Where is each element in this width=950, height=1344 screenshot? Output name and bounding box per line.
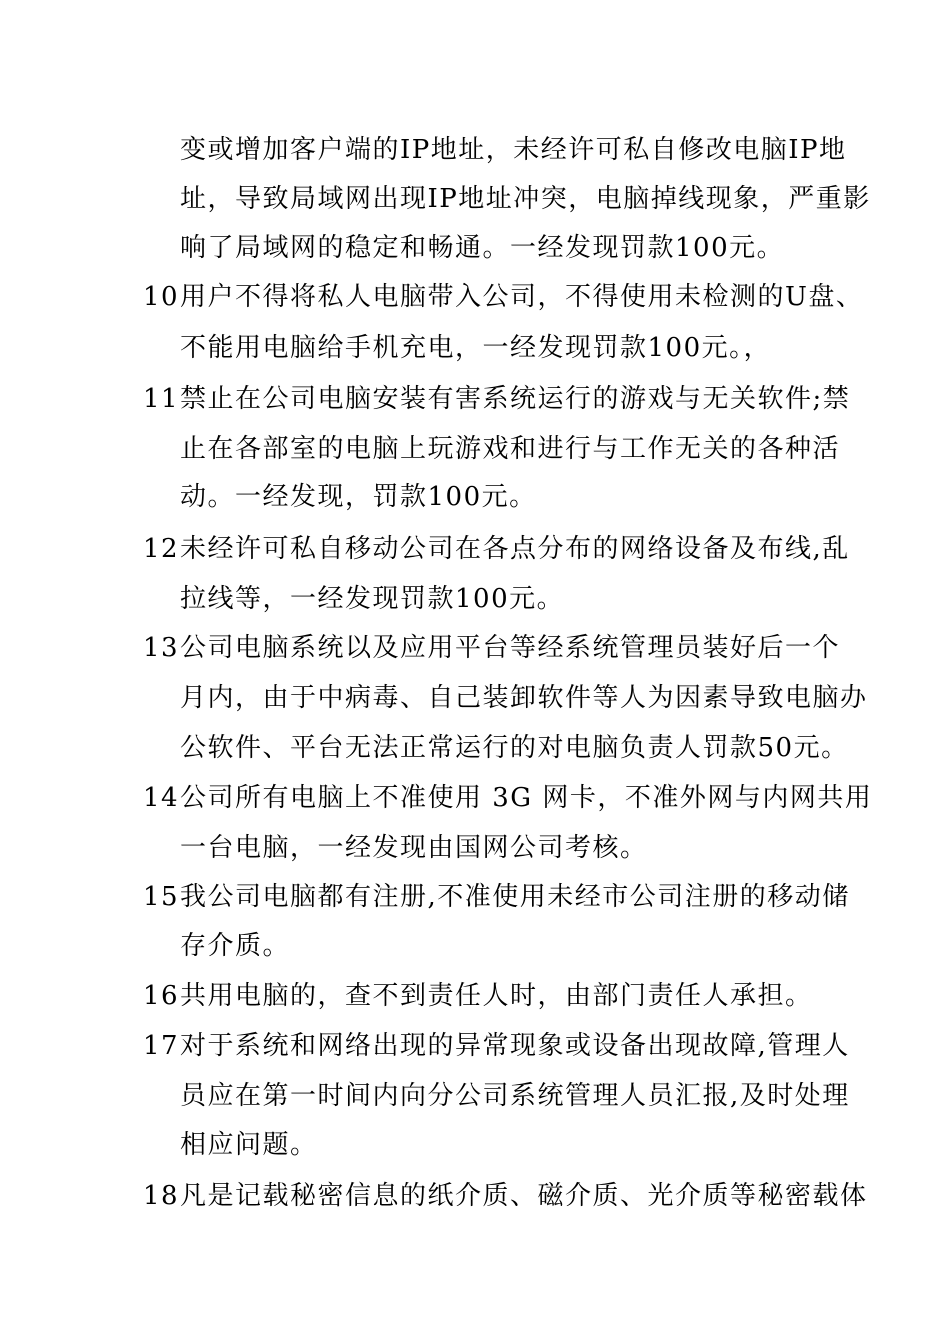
- line-text: 动。一经发现，罚款100元。: [180, 482, 537, 512]
- clause-number: 16: [143, 981, 180, 1011]
- clause-number: 11: [143, 384, 180, 414]
- line-text: 响了局域网的稳定和畅通。一经发现罚款100元。: [180, 233, 785, 263]
- line-text: 凡是记载秘密信息的纸介质、磁介质、光介质等秘密载体: [180, 1181, 868, 1211]
- line-text: 未经许可私自移动公司在各点分布的网络设备及布线,乱: [180, 534, 850, 564]
- line-text: 止在各部室的电脑上玩游戏和进行与工作无关的各种活: [180, 434, 841, 464]
- clause-number: 13: [143, 633, 180, 663]
- clause-number: 12: [143, 534, 180, 564]
- clause-number: 18: [143, 1181, 180, 1211]
- clause-number: 14: [143, 783, 180, 813]
- line-text: 共用电脑的，查不到责任人时，由部门责任人承担。: [180, 981, 813, 1011]
- clause-number: 15: [143, 882, 180, 912]
- clause-number: 17: [143, 1031, 180, 1061]
- line-text: 我公司电脑都有注册,不准使用未经市公司注册的移动储: [180, 882, 850, 912]
- line-text: 月内，由于中病毒、自己装卸软件等人为因素导致电脑办: [180, 683, 868, 713]
- line-text: 公司电脑系统以及应用平台等经系统管理员装好后一个: [180, 633, 841, 663]
- line-text: 公司所有电脑上不准使用 3G 网卡，不准外网与内网共用: [180, 783, 873, 813]
- line-text: 一台电脑，一经发现由国网公司考核。: [180, 833, 648, 863]
- line-text: 员应在第一时间内向分公司系统管理人员汇报,及时处理: [180, 1081, 850, 1111]
- line-text: 相应问题。: [180, 1130, 318, 1160]
- line-text: 址，导致局域网出现IP地址冲突，电脑掉线现象，严重影: [180, 184, 871, 214]
- line-text: 禁止在公司电脑安装有害系统运行的游戏与无关软件;禁: [180, 384, 851, 414]
- line-text: 变或增加客户端的IP地址，未经许可私自修改电脑IP地: [180, 135, 847, 165]
- line-text: 拉线等，一经发现罚款100元。: [180, 584, 565, 614]
- line-text: 不能用电脑给手机充电，一经发现罚款100元。，: [180, 333, 772, 363]
- clause-number: 10: [143, 282, 180, 312]
- line-text: 存介质。: [180, 931, 291, 961]
- line-text: 公软件、平台无法正常运行的对电脑负责人罚款50元。: [180, 733, 849, 763]
- line-text: 对于系统和网络出现的异常现象或设备出现故障,管理人: [180, 1031, 850, 1061]
- line-text: 用户不得将私人电脑带入公司，不得使用未检测的U盘、: [180, 282, 864, 312]
